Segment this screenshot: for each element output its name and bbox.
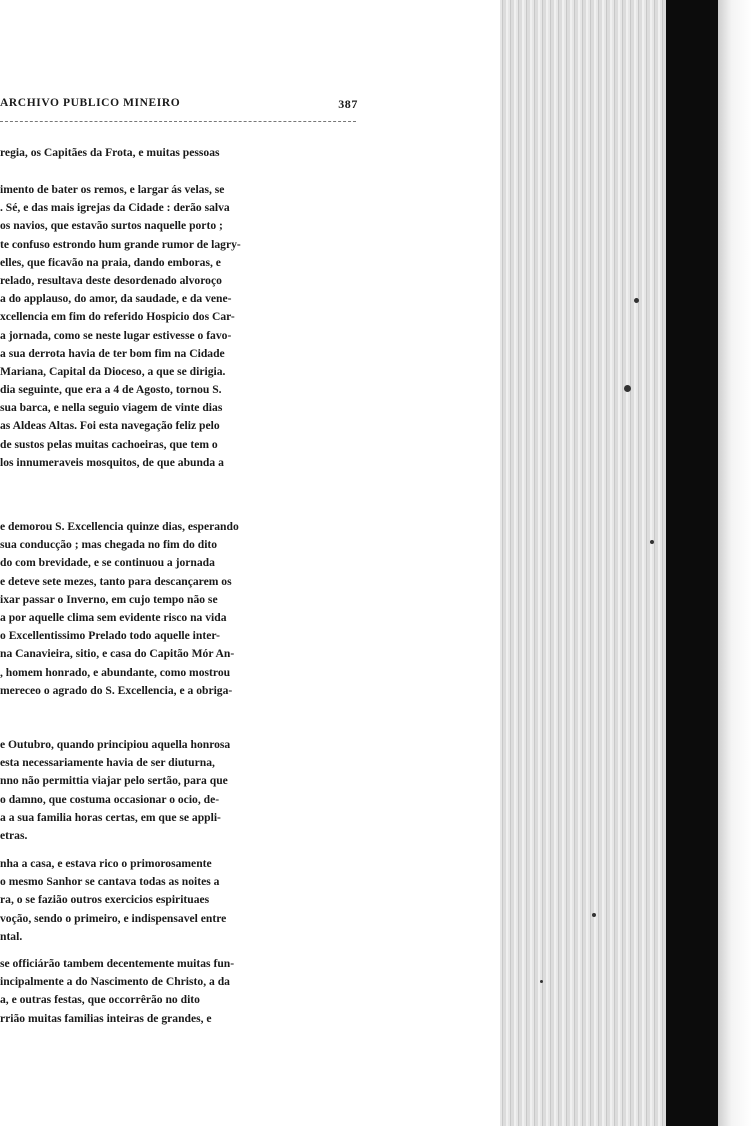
running-title: ARCHIVO PUBLICO MINEIRO bbox=[0, 97, 181, 109]
paragraph-7 bbox=[0, 955, 356, 1028]
binding-speck bbox=[540, 980, 543, 983]
text-line: na Canavieira, sitio, e casa do Capitão Mór An- bbox=[0, 647, 235, 661]
text-line: o mesmo Sanhor se cantava todas as noites a bbox=[0, 875, 220, 889]
text-line: nha a casa, e estava rico o primorosamente bbox=[0, 857, 212, 870]
binding-speck bbox=[624, 385, 631, 392]
text-line: do com brevidade, e se continuou a jornada bbox=[0, 556, 215, 570]
paragraph-5 bbox=[0, 736, 356, 845]
text-line: voção, sendo o primeiro, e indispensavel entre bbox=[0, 911, 227, 925]
text-line: relado, resultava deste desordenado alvoroço bbox=[0, 274, 222, 288]
binding-speck bbox=[634, 298, 639, 303]
text-line: de sustos pelas muitas cachoeiras, que tem o bbox=[0, 437, 218, 451]
text-line: incipalmente a do Nascimento de Christo, a da bbox=[0, 975, 230, 989]
text-line: mereceo o agrado do S. Excellencia, e a obriga- bbox=[0, 683, 233, 697]
text-line: etras. bbox=[0, 829, 28, 843]
paragraph-4 bbox=[0, 518, 356, 700]
paragraph-3 bbox=[0, 381, 356, 472]
text-line: o damno, que costuma occasionar o ocio, de- bbox=[0, 792, 220, 806]
binding-speck bbox=[650, 540, 654, 544]
text-line: a a sua familia horas certas, em que se appli- bbox=[0, 810, 221, 824]
text-line: te confuso estrondo hum grande rumor de lagry- bbox=[0, 237, 241, 251]
paragraph-2 bbox=[0, 181, 356, 381]
text-line: e demorou S. Excellencia quinze dias, esperando bbox=[0, 520, 239, 533]
text-line: se officiárão tambem decentemente muitas fun- bbox=[0, 957, 235, 970]
text-line: rrião muitas familias inteiras de grandes, e bbox=[0, 1011, 212, 1025]
binding-speck bbox=[592, 913, 596, 917]
text-line: regia, os Capitães da Frota, e muitas pessoas bbox=[0, 146, 220, 159]
text-line: as Aldeas Altas. Foi esta navegação feliz pelo bbox=[0, 419, 220, 433]
text-line: a, e outras festas, que occorrêrão no dito bbox=[0, 993, 200, 1007]
text-line: xcellencia em fim do referido Hospicio dos Car- bbox=[0, 310, 235, 324]
book-spine bbox=[666, 0, 718, 1126]
text-line: ntal. bbox=[0, 929, 23, 943]
paragraph-6 bbox=[0, 855, 356, 946]
text-line: esta necessariamente havia de ser diuturna, bbox=[0, 756, 215, 770]
text-line: elles, que ficavão na praia, dando emboras, e bbox=[0, 255, 221, 269]
text-line: ixar passar o Inverno, em cujo tempo não se bbox=[0, 592, 218, 606]
text-line: a por aquelle clima sem evidente risco na vida bbox=[0, 611, 227, 625]
text-line: os navios, que estavão surtos naquelle porto ; bbox=[0, 219, 223, 233]
text-line: sua conducção ; mas chegada no fim do dito bbox=[0, 538, 218, 552]
page-number: 387 bbox=[338, 97, 358, 111]
text-line: los innumeraveis mosquitos, de que abunda a bbox=[0, 455, 224, 469]
text-line: imento de bater os remos, e largar ás velas, se bbox=[0, 183, 225, 196]
text-line: a jornada, como se neste lugar estivesse o favo- bbox=[0, 328, 232, 342]
text-line: Mariana, Capital da Dioceso, a que se dirigia. bbox=[0, 365, 226, 379]
text-line: sua barca, e nella seguio viagem de vinte dias bbox=[0, 401, 223, 415]
text-line: a sua derrota havia de ter bom fim na Cidade bbox=[0, 346, 225, 360]
text-line: ra, o se fazião outros exercicios espirituaes bbox=[0, 893, 210, 907]
text-line: e deteve sete mezes, tanto para descançarem os bbox=[0, 574, 232, 588]
text-line: nno não permittia viajar pelo sertão, para que bbox=[0, 774, 228, 788]
text-line: , homem honrado, e abundante, como mostrou bbox=[0, 665, 231, 679]
page-edge bbox=[718, 0, 752, 1126]
header-rule bbox=[0, 121, 356, 122]
text-line: a do applauso, do amor, da saudade, e da vene- bbox=[0, 292, 232, 306]
text-line: e Outubro, quando principiou aquella honrosa bbox=[0, 738, 231, 751]
paragraph-1 bbox=[0, 144, 356, 162]
text-line: . Sé, e das mais igrejas da Cidade : derão salva bbox=[0, 201, 230, 215]
text-line: dia seguinte, que era a 4 de Agosto, tornou S. bbox=[0, 383, 222, 396]
text-line: o Excellentissimo Prelado todo aquelle inter- bbox=[0, 629, 220, 643]
